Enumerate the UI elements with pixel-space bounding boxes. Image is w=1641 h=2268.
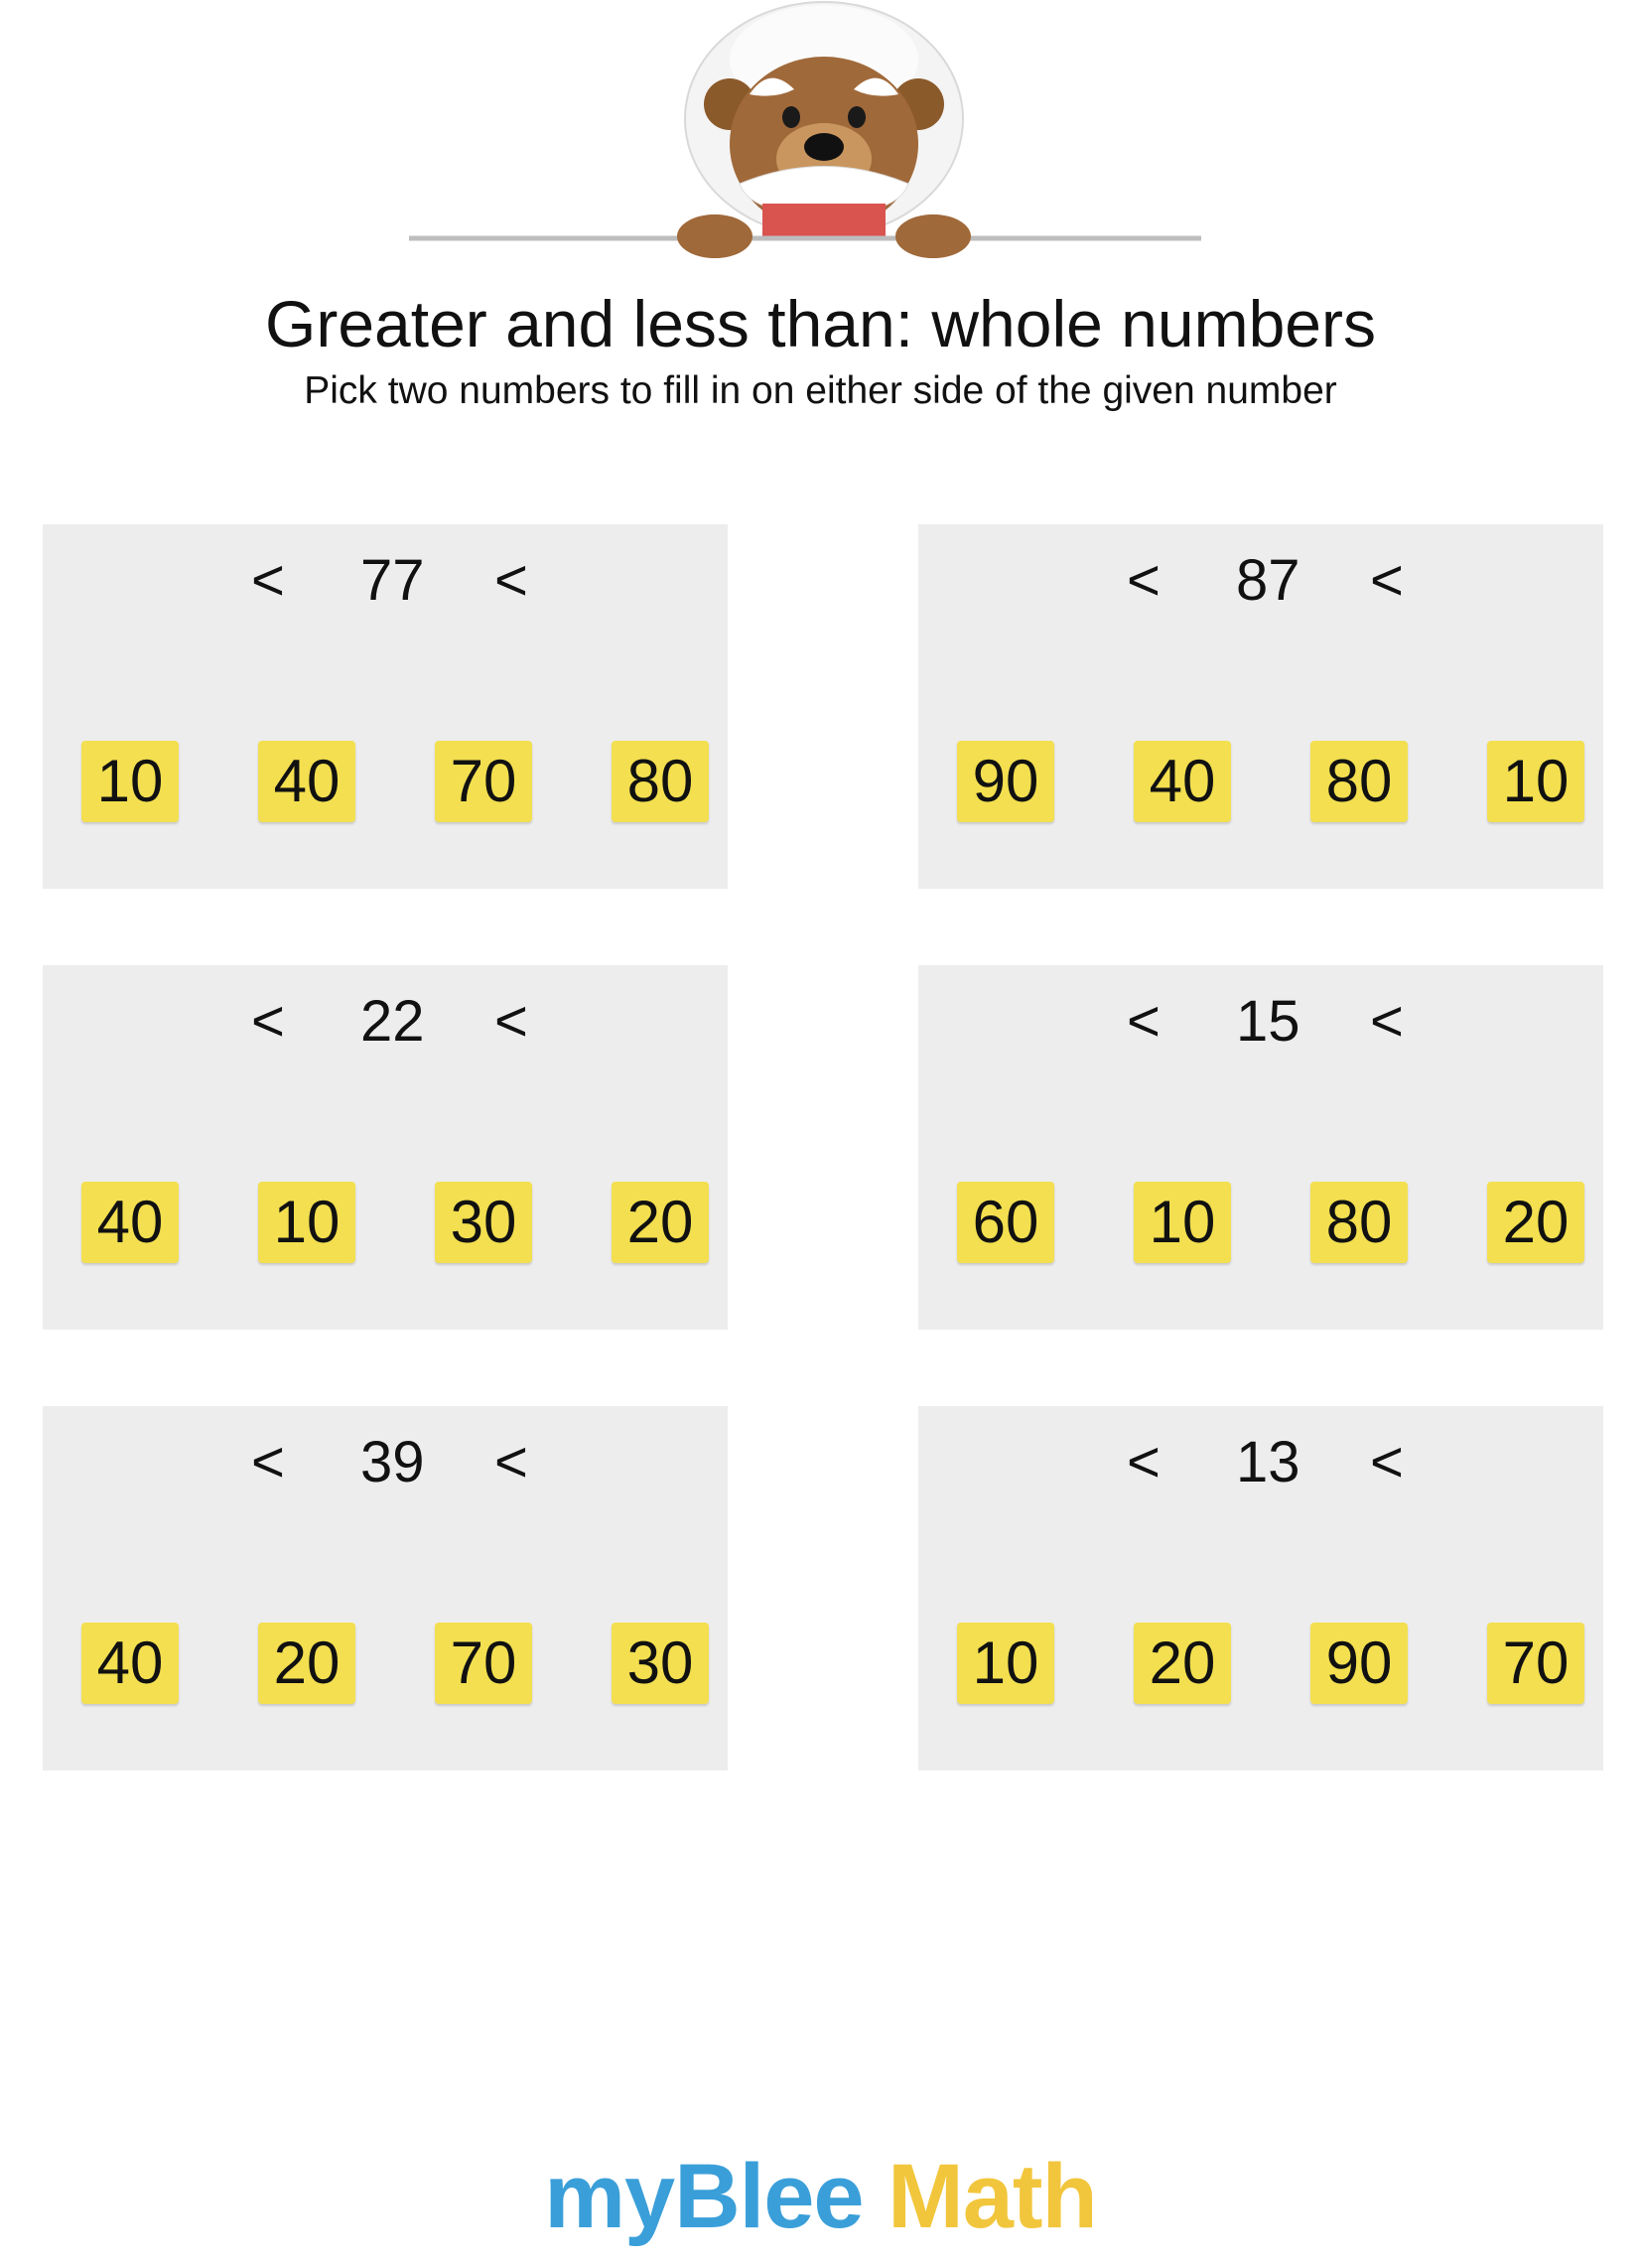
brand-name: myBlee: [544, 2146, 864, 2247]
answer-option[interactable]: 20: [612, 1182, 709, 1263]
answer-options: [918, 1182, 1603, 1263]
comparison-prompt: [43, 987, 728, 1057]
comparison-prompt: [918, 987, 1603, 1057]
mascot-illustration: [397, 0, 1251, 273]
problem-card: [918, 965, 1603, 1330]
given-number: 39: [360, 1430, 425, 1494]
less-than-symbol: <: [251, 1430, 285, 1494]
answer-option[interactable]: 30: [435, 1182, 532, 1263]
comparison-prompt: [918, 1428, 1603, 1497]
less-than-symbol: <: [494, 989, 528, 1054]
answer-option[interactable]: 10: [258, 1182, 355, 1263]
answer-option[interactable]: 20: [258, 1623, 355, 1704]
answer-option[interactable]: 90: [957, 741, 1054, 822]
problem-card: [43, 1406, 728, 1771]
less-than-symbol: <: [1127, 989, 1161, 1054]
less-than-symbol: <: [251, 989, 285, 1054]
answer-option[interactable]: 40: [81, 1182, 179, 1263]
brand-logo: [0, 2145, 1641, 2249]
answer-options: [918, 741, 1603, 822]
less-than-symbol: <: [494, 1430, 528, 1494]
given-number: 15: [1236, 989, 1300, 1054]
answer-option[interactable]: 10: [81, 741, 179, 822]
answer-option[interactable]: 30: [612, 1623, 709, 1704]
answer-options: [43, 1182, 728, 1263]
less-than-symbol: <: [494, 548, 528, 613]
problem-card: [43, 524, 728, 889]
less-than-symbol: <: [1370, 989, 1404, 1054]
answer-option[interactable]: 10: [957, 1623, 1054, 1704]
answer-option[interactable]: 80: [1310, 741, 1408, 822]
answer-option[interactable]: 10: [1134, 1182, 1231, 1263]
answer-option[interactable]: 10: [1487, 741, 1584, 822]
answer-options: [43, 741, 728, 822]
comparison-prompt: [918, 546, 1603, 616]
answer-option[interactable]: 40: [258, 741, 355, 822]
answer-option[interactable]: 20: [1487, 1182, 1584, 1263]
answer-option[interactable]: 40: [81, 1623, 179, 1704]
less-than-symbol: <: [1370, 548, 1404, 613]
given-number: 77: [360, 548, 425, 613]
less-than-symbol: <: [1127, 548, 1161, 613]
answer-option[interactable]: 80: [1310, 1182, 1408, 1263]
less-than-symbol: <: [1127, 1430, 1161, 1494]
comparison-prompt: [43, 546, 728, 616]
answer-option[interactable]: 90: [1310, 1623, 1408, 1704]
less-than-symbol: <: [1370, 1430, 1404, 1494]
comparison-prompt: [43, 1428, 728, 1497]
answer-option[interactable]: 40: [1134, 741, 1231, 822]
answer-options: [43, 1623, 728, 1704]
worksheet-title: Greater and less than: whole numbers: [265, 287, 1376, 360]
problem-card: [918, 524, 1603, 889]
worksheet-instructions: Pick two numbers to fill in on either side of the given number: [304, 369, 1337, 412]
less-than-symbol: <: [251, 548, 285, 613]
answer-option[interactable]: 20: [1134, 1623, 1231, 1704]
answer-options: [918, 1623, 1603, 1704]
given-number: 87: [1236, 548, 1300, 613]
problem-card: [918, 1406, 1603, 1771]
problem-card: [43, 965, 728, 1330]
answer-option[interactable]: 80: [612, 741, 709, 822]
given-number: 13: [1236, 1430, 1300, 1494]
given-number: 22: [360, 989, 425, 1054]
answer-option[interactable]: 60: [957, 1182, 1054, 1263]
brand-subject: Math: [863, 2146, 1097, 2247]
answer-option[interactable]: 70: [435, 741, 532, 822]
answer-option[interactable]: 70: [1487, 1623, 1584, 1704]
answer-option[interactable]: 70: [435, 1623, 532, 1704]
